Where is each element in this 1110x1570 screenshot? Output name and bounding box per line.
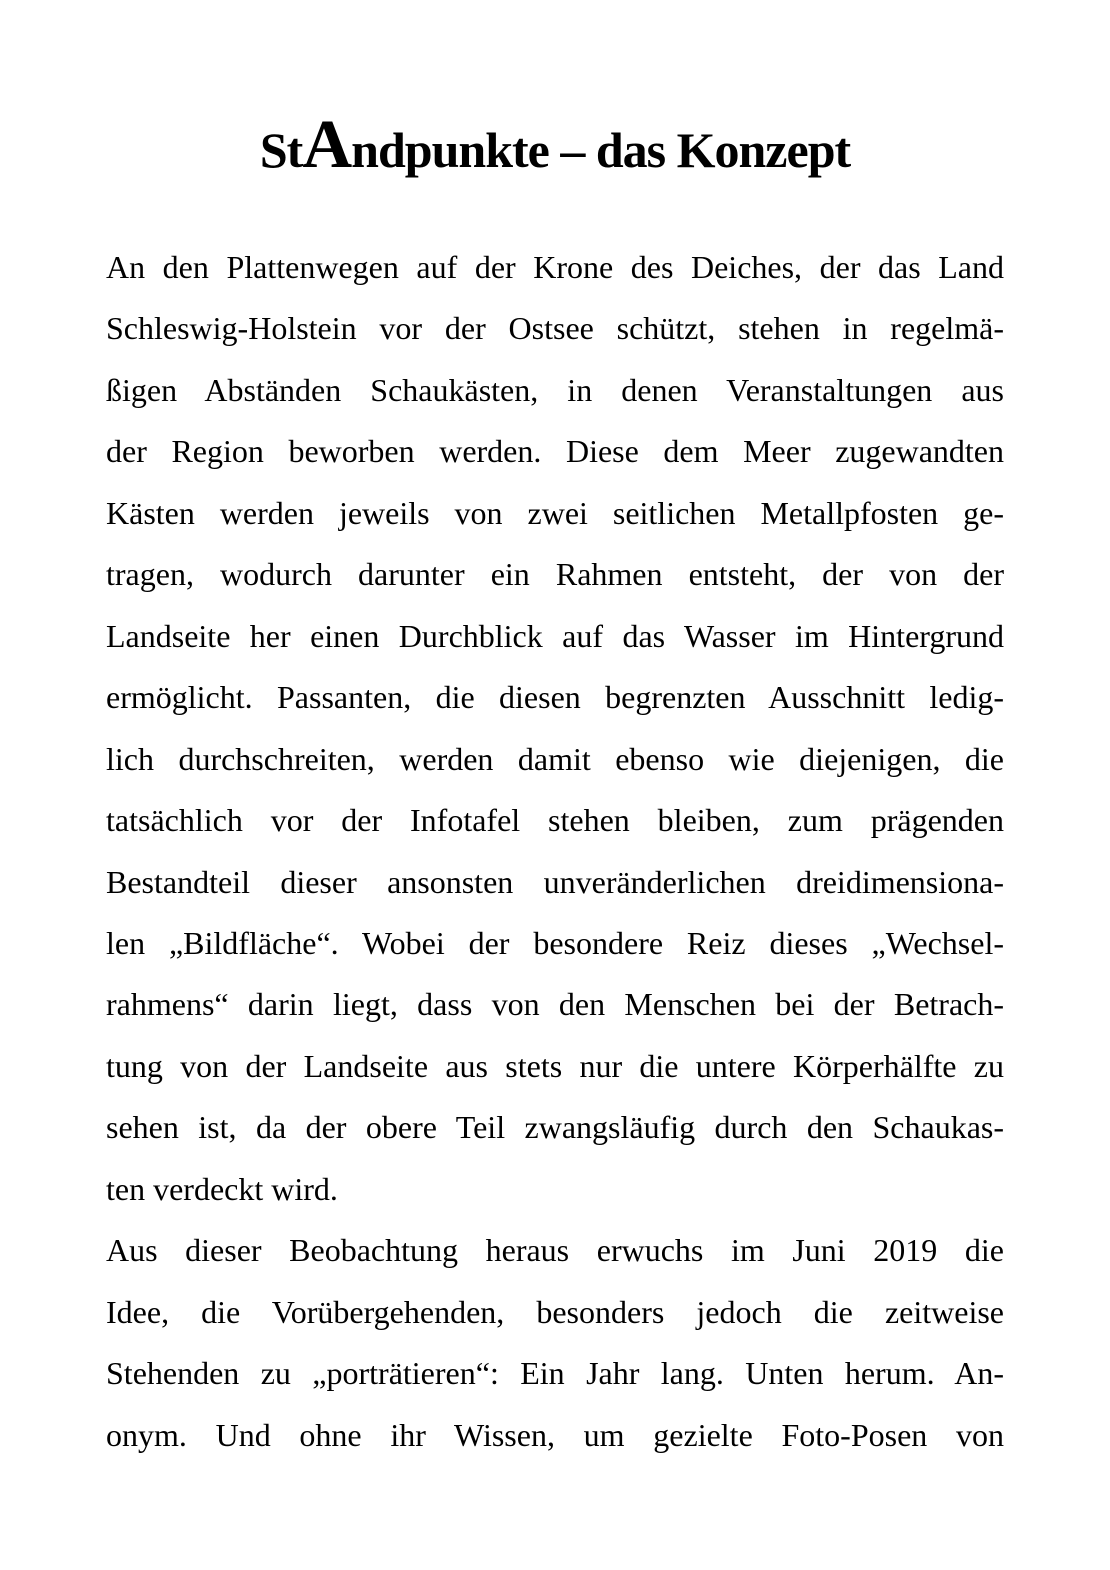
text-line: Bestandteil dieser ansonsten unveränderlichen dreidimensiona- (106, 863, 1004, 900)
title-accent-letter: A (302, 106, 352, 182)
text-line: Idee, die Vorübergehenden, besonders jedoch die zeitweise (106, 1293, 1004, 1330)
text-line: len „Bildfläche“. Wobei der besondere Reiz dieses „Wechsel- (106, 924, 1004, 961)
paragraph-1 (106, 237, 1004, 1220)
body-text (106, 237, 1004, 1466)
text-line: ten verdeckt wird. (106, 1170, 338, 1207)
text-line: ßigen Abständen Schaukästen, in denen Veranstaltungen aus (106, 371, 1004, 408)
text-line: rahmens“ darin liegt, dass von den Menschen bei der Betrach- (106, 986, 1004, 1023)
text-line: tragen, wodurch darunter ein Rahmen entsteht, der von der (106, 556, 1004, 593)
text-line: tung von der Landseite aus stets nur die untere Körperhälfte zu (106, 1047, 1004, 1084)
text-line: onym. Und ohne ihr Wissen, um gezielte Foto-Posen von (106, 1416, 1004, 1453)
text-line: sehen ist, da der obere Teil zwangsläufig durch den Schaukas- (106, 1109, 1004, 1146)
text-line: ermöglicht. Passanten, die diesen begrenzten Ausschnitt ledig- (106, 679, 1004, 716)
text-line: tatsächlich vor der Infotafel stehen bleiben, zum prägenden (106, 802, 1004, 839)
text-line: Stehenden zu „porträtieren“: Ein Jahr lang. Unten herum. An- (106, 1355, 1004, 1392)
text-line: Aus dieser Beobachtung heraus erwuchs im Juni 2019 die (106, 1232, 1004, 1269)
text-line: An den Plattenwegen auf der Krone des Deiches, der das Land (106, 249, 1004, 285)
text-line: Kästen werden jeweils von zwei seitlichen Metallpfosten ge- (106, 494, 1004, 531)
paragraph-2 (106, 1220, 1004, 1466)
text-line: Schleswig-Holstein vor der Ostsee schützt, stehen in regelmä- (106, 310, 1004, 347)
text-line: lich durchschreiten, werden damit ebenso wie diejenigen, die (106, 740, 1004, 777)
page-title (0, 106, 1110, 188)
title-part1: St (259, 122, 303, 178)
title-part2: ndpunkte – das Konzept (351, 122, 851, 178)
text-line: Landseite her einen Durchblick auf das Wasser im Hintergrund (106, 617, 1004, 654)
text-line: der Region beworben werden. Diese dem Meer zugewandten (106, 433, 1004, 470)
